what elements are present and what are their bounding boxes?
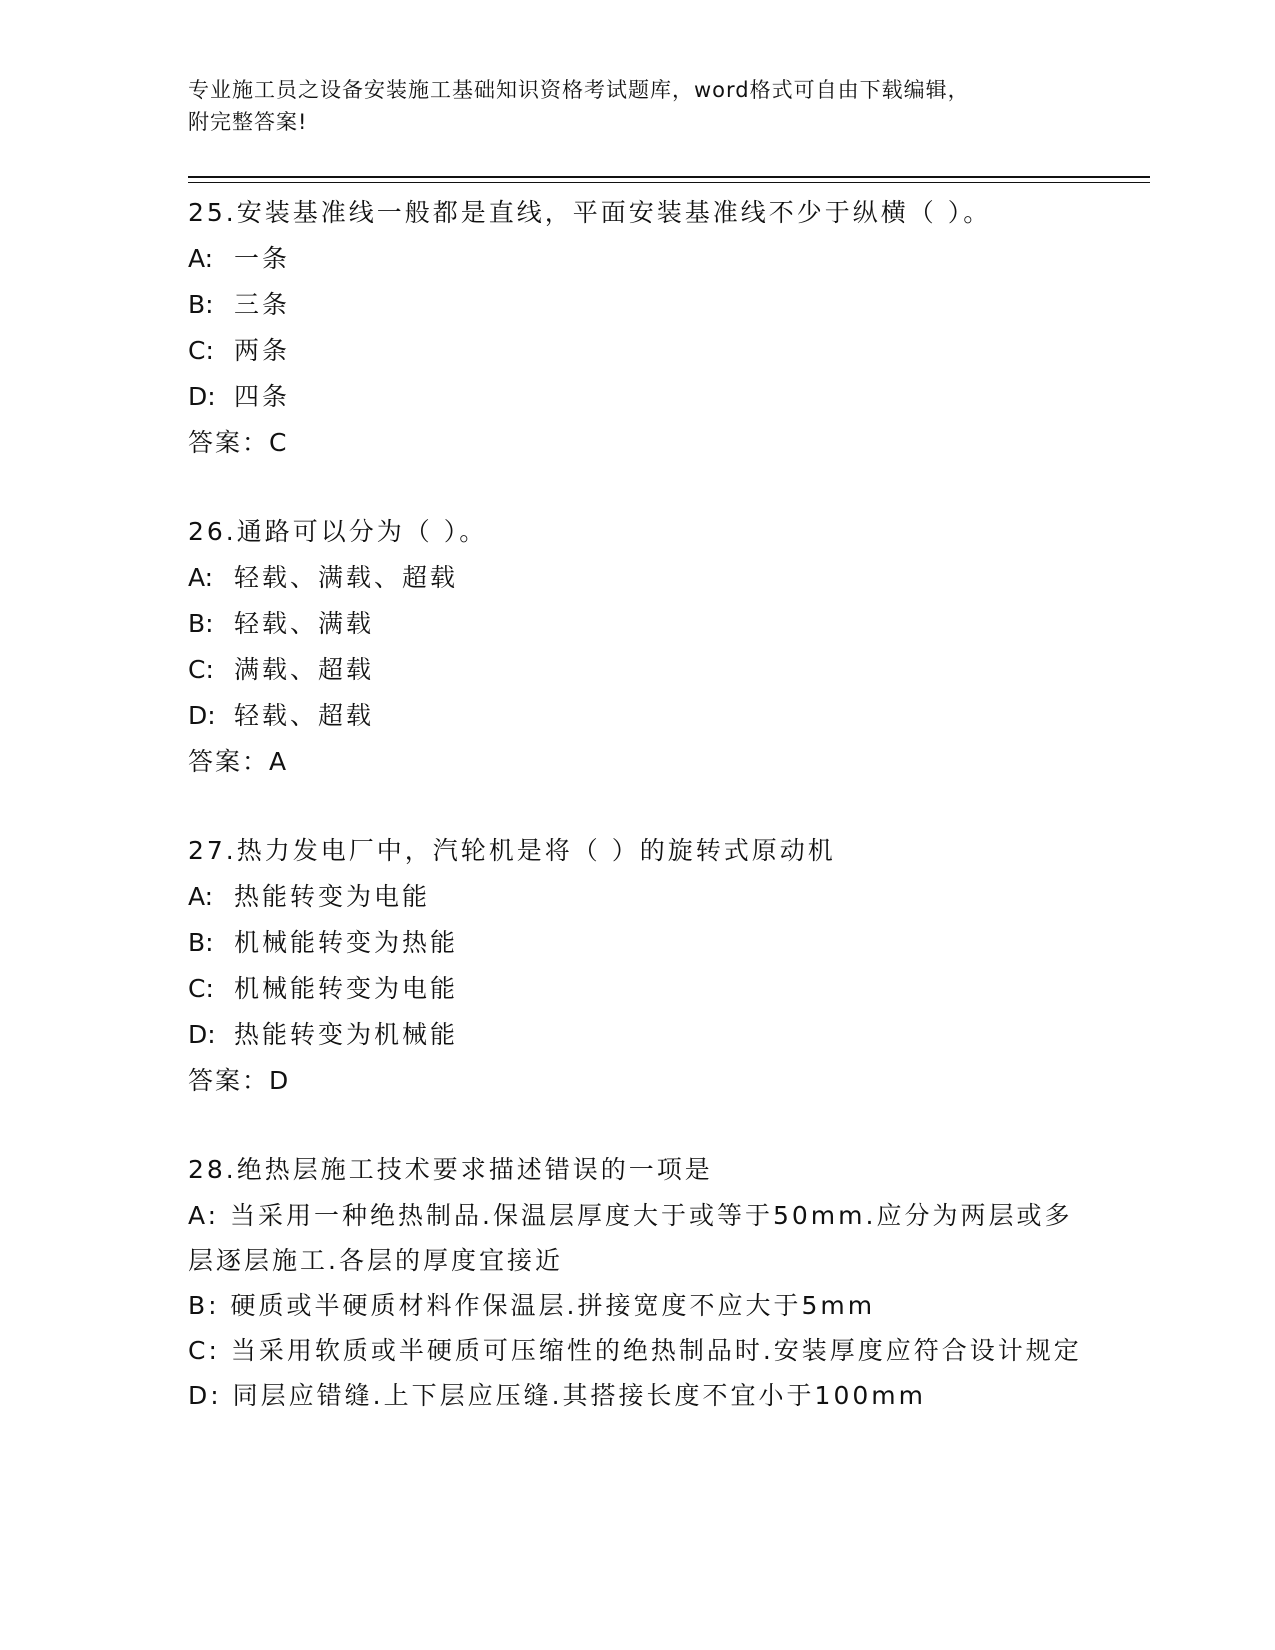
option-key: B: [188, 609, 214, 638]
option-key: B: [188, 290, 214, 319]
option-d [188, 1012, 1088, 1058]
question-stem: 26.通路可以分为（ ）。 [188, 517, 488, 546]
option-key: B: [188, 1291, 220, 1320]
header-divider-thin [188, 182, 1150, 183]
question-26 [188, 509, 1088, 785]
option-key: A: [188, 882, 214, 911]
option-text: 热能转变为电能 [234, 882, 431, 911]
question-stem: 27.热力发电厂中，汽轮机是将（ ）的旋转式原动机 [188, 836, 836, 865]
header-divider-thick [188, 176, 1150, 178]
option-text: 轻载、满载、超载 [234, 563, 459, 592]
option-d [188, 693, 1088, 739]
option-b [188, 920, 1088, 966]
option-text: 轻载、满载 [234, 609, 375, 638]
question-25 [188, 190, 1088, 466]
question-stem: 28.绝热层施工技术要求描述错误的一项是 [188, 1155, 713, 1184]
header-line-1: 专业施工员之设备安装施工基础知识资格考试题库，word格式可自由下载编辑， [188, 78, 970, 102]
answer-line: 答案：A [188, 747, 289, 776]
option-text: 满载、超载 [234, 655, 375, 684]
option-c [188, 966, 1088, 1012]
option-d [188, 374, 1088, 420]
option-c [188, 1328, 1088, 1373]
answer-line: 答案：C [188, 428, 289, 457]
answer-line: 答案：D [188, 1066, 291, 1095]
option-key: D: [188, 701, 216, 730]
option-text: 热能转变为机械能 [234, 1020, 459, 1049]
option-key: A: [188, 1201, 220, 1230]
option-key: C: [188, 655, 214, 684]
option-key: D: [188, 382, 216, 411]
question-28 [188, 1147, 1088, 1418]
option-key: C: [188, 1336, 220, 1365]
option-b [188, 282, 1088, 328]
option-key: A: [188, 244, 214, 273]
option-a [188, 1193, 1088, 1283]
option-a [188, 236, 1088, 282]
option-c [188, 328, 1088, 374]
option-text: 两条 [234, 336, 291, 365]
option-b [188, 601, 1088, 647]
option-key: C: [188, 974, 214, 1003]
option-text: 当采用一种绝热制品.保温层厚度大于或等于50mm.应分为两层或多层逐层施工.各层的厚度宜接近 [188, 1201, 1073, 1275]
option-text: 当采用软质或半硬质可压缩性的绝热制品时.安装厚度应符合设计规定 [230, 1336, 1082, 1365]
option-a [188, 874, 1088, 920]
question-list [188, 190, 1088, 1461]
option-key: D: [188, 1381, 222, 1410]
option-d [188, 1373, 1088, 1418]
document-header [188, 74, 1068, 138]
option-text: 机械能转变为电能 [234, 974, 459, 1003]
question-27 [188, 828, 1088, 1104]
option-text: 四条 [234, 382, 291, 411]
option-text: 同层应错缝.上下层应压缝.其搭接长度不宜小于100mm [232, 1381, 926, 1410]
option-b [188, 1283, 1088, 1328]
option-key: C: [188, 336, 214, 365]
option-text: 机械能转变为热能 [234, 928, 459, 957]
option-a [188, 555, 1088, 601]
header-line-2: 附完整答案! [188, 110, 308, 134]
question-stem: 25.安装基准线一般都是直线，平面安装基准线不少于纵横（ ）。 [188, 198, 992, 227]
option-c [188, 647, 1088, 693]
option-key: B: [188, 928, 214, 957]
option-text: 三条 [234, 290, 291, 319]
option-text: 轻载、超载 [234, 701, 375, 730]
option-key: A: [188, 563, 214, 592]
option-key: D: [188, 1020, 216, 1049]
option-text: 硬质或半硬质材料作保温层.拼接宽度不应大于5mm [230, 1291, 876, 1320]
option-text: 一条 [234, 244, 291, 273]
